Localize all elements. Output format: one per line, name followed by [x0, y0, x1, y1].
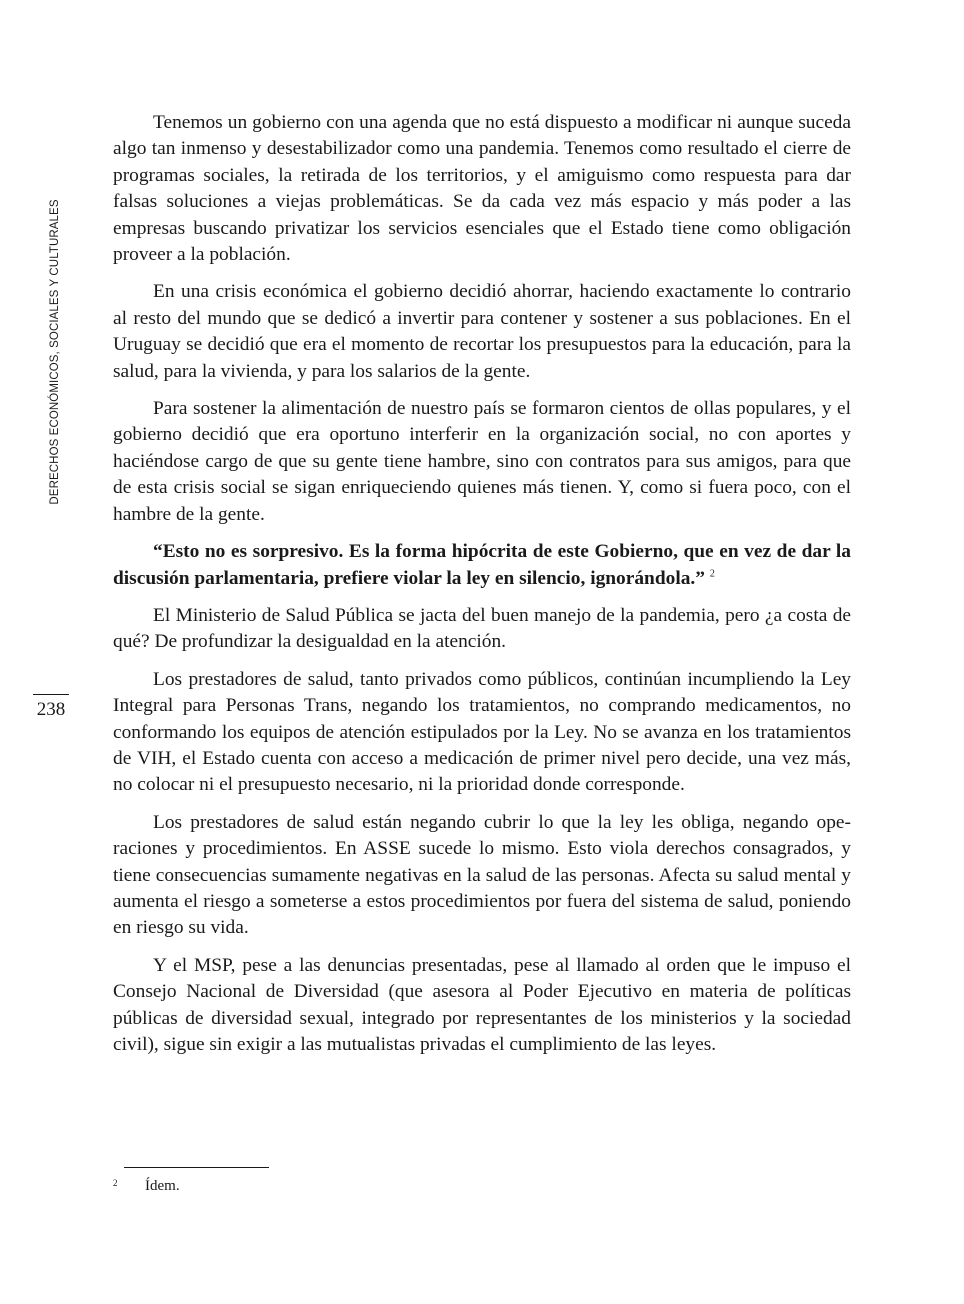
footnote-text: Ídem. [145, 1178, 180, 1194]
footnote-reference: 2 [709, 568, 715, 580]
paragraph: El Ministerio de Salud Pública se jacta del buen manejo de la pandemia, pero ¿a costa de qué? De profundizar la desigualdad en la atención. [113, 604, 851, 653]
page-number: 238 [36, 699, 66, 720]
footnote-rule [124, 1167, 269, 1168]
paragraph: Y el MSP, pese a las denuncias presentadas, pese al llamado al orden que le impuso el Consejo Nacional de Diversidad (que asesora al Poder Ejecutivo en materia de políticas públicas de diversidad sexual, integrado por representantes de los ministerios y la sociedad civil), sigue sin exigir a las mutualistas privadas el cumplimiento de las leyes. [113, 954, 851, 1055]
paragraph: En una crisis económica el gobierno decidió ahorrar, haciendo exactamente lo contrario al resto del mundo que se dedicó a invertir para contener y sostener a sus poblaciones. En el Uruguay se decidió que era el momento de recortar los presupuestos para la educación, para la salud, para la vivienda, y para los salarios de la gente. [113, 281, 851, 382]
footnote [113, 1176, 851, 1196]
paragraph: Tenemos un gobierno con una agenda que no está dispuesto a modificar ni aunque suceda algo tan inmenso y desestabilizador como una pandemia. Tenemos como resultado el cierre de programas sociales, la retirada de los territorios, y el amiguismo como respuesta para dar falsas soluciones a viejas problemáticas. Se da cada vez más espacio y más poder a las empresas buscando privatizar los servicios esenciales que el Estado tiene como obligación proveer a la población. [113, 112, 851, 266]
page-number-rule [33, 694, 69, 695]
paragraph: Los prestadores de salud están negando cubrir lo que la ley les obliga, negando operaciones y procedimientos. En ASSE sucede lo mismo. Esto viola derechos consagrados, y tiene consecuencias sumamente negativas en la salud de las personas. Afecta su salud mental y aumenta el riesgo a someterse a estos procedimientos por fuera del sistema de salud, poniendo en riesgo su vida. [113, 811, 851, 939]
running-header-vertical: DERECHOS ECONÓMICOS, SOCIALES Y CULTURALES [49, 199, 61, 505]
paragraph: Los prestadores de salud, tanto privados como públicos, continúan incumpliendo la Ley Integral para Personas Trans, negando los tratamientos, no comprando medicamentos, no conformando los equipos de atención estipulados por la Ley. No se avanza en los tratamientos de VIH, el Estado cuenta con acceso a medicación de primer nivel pero decide, una vez más, no colocar ni el presupuesto necesario, ni la prioridad donde corresponde. [113, 668, 851, 796]
quote-paragraph [113, 539, 851, 592]
quote-text: “Esto no es sorpresivo. Es la forma hipócrita de este Gobierno, que en vez de dar la discusión parlamentaria, prefiere violar la ley en silencio, ignorándola.” [113, 541, 851, 589]
footnote-mark: 2 [113, 1178, 118, 1188]
body-text [113, 110, 851, 1069]
paragraph: Para sostener la alimentación de nuestro país se formaron cientos de ollas populares, y el gobierno decidió que era oportuno interferir en la organización social, no con aportes y haciéndose cargo de que su gente tiene hambre, sino con contratos para sus amigos, para que de esta crisis social se sigan enriqueciendo quienes más tienen. Y, como si fuera poco, con el hambre de la gente. [113, 398, 851, 525]
